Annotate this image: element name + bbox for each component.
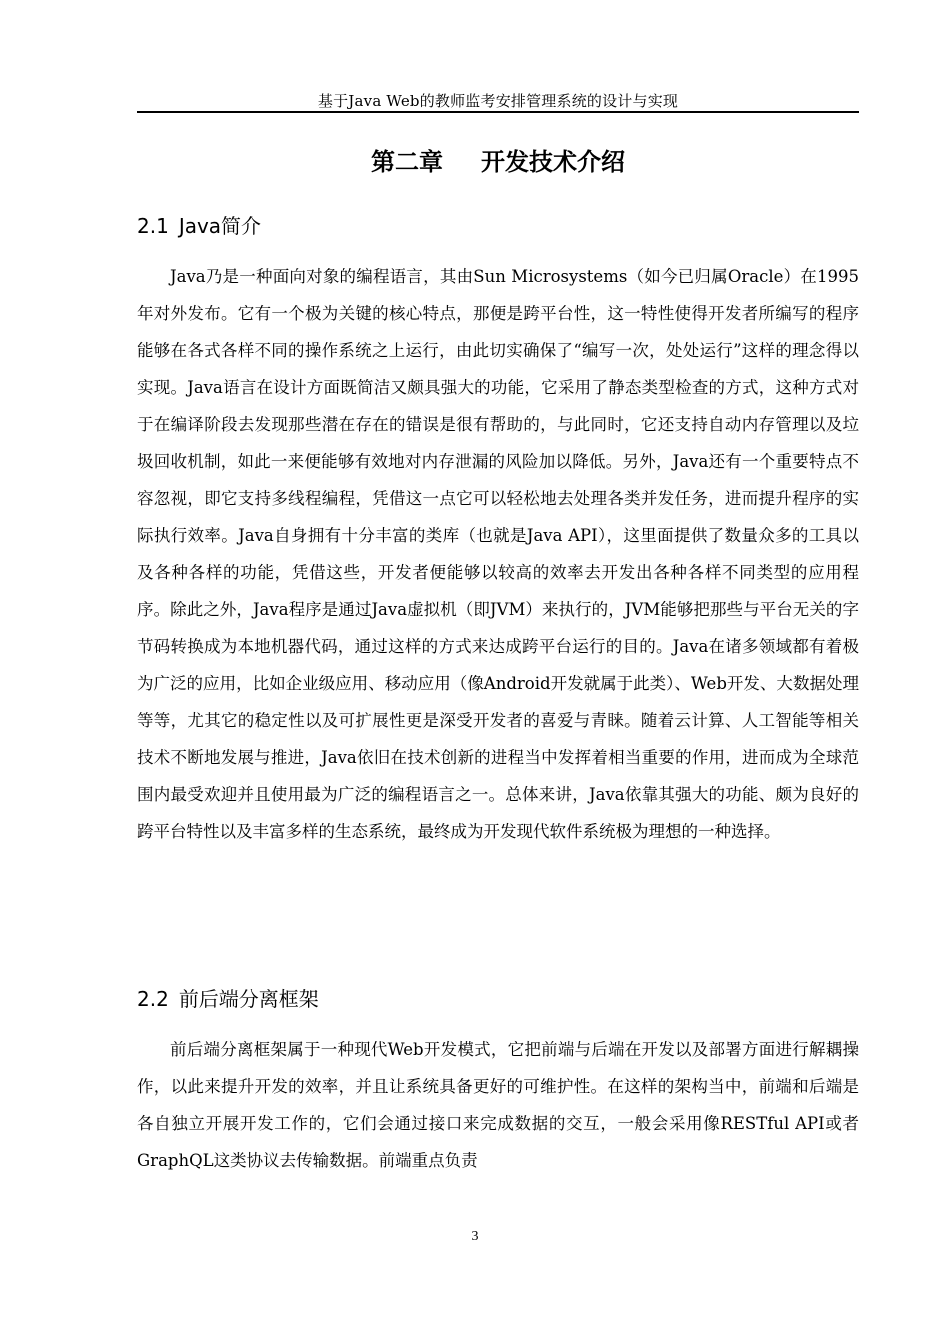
running-header: 基于Java Web的教师监考安排管理系统的设计与实现: [317, 92, 679, 110]
chapter-number: 第二章: [371, 148, 443, 176]
paragraph-frontend-backend: 前后端分离框架属于一种现代Web开发模式，它把前端与后端在开发以及部署方面进行解耦操作，以此来提升开发的效率，并且让系统具备更好的可维护性。在这样的架构当中，前端和后端是各自独立开展开发工作的，它们会通过接口来完成数据的交互，一般会采用像RESTful API或者GraphQL这类协议去传输数据。前端重点负责: [137, 1040, 859, 1170]
section-title: Java简介: [178, 214, 262, 238]
paragraph-java-intro: Java乃是一种面向对象的编程语言，其由Sun Microsystems（如今已归属Oracle）在1995年对外发布。它有一个极为关键的核心特点，那便是跨平台性，这一特性使得开发者所编写的程序能够在各式各样不同的操作系统之上运行，由此切实确保了“编写一次，处处运行”这样的理念得以实现。Java语言在设计方面既简洁又颇具强大的功能，它采用了静态类型检查的方式，这种方式对于在编译阶段去发现那些潜在存在的错误是很有帮助的，与此同时，它还支持自动内存管理以及垃圾回收机制，如此一来便能够有效地对内存泄漏的风险加以降低。另外，Java还有一个重要特点不容忽视，即它支持多线程编程，凭借这一点它可以轻松地去处理各类并发任务，进而提升程序的实际执行效率。Java自身拥有十分丰富的类库（也就是Java API），这里面提供了数量众多的工具以及各种各样的功能，凭借这些，开发者便能够以较高的效率去开发出各种各样不同类型的应用程序。除此之外，Java程序是通过Java虚拟机（即JVM）来执行的，JVM能够把那些与平台无关的字节码转换成为本地机器代码，通过这样的方式来达成跨平台运行的目的。Java在诸多领域都有着极为广泛的应用，比如企业级应用、移动应用（像Android开发就属于此类）、Web开发、大数据处理等等，尤其它的稳定性以及可扩展性更是深受开发者的喜爱与青睐。随着云计算、人工智能等相关技术不断地发展与推进，Java依旧在技术创新的进程当中发挥着相当重要的作用，进而成为全球范围内最受欢迎并且使用最为广泛的编程语言之一。总体来讲，Java依靠其强大的功能、颇为良好的跨平台特性以及丰富多样的生态系统，最终成为开发现代软件系统极为理想的一种选择。: [137, 267, 859, 841]
section-heading-2-1: [137, 212, 261, 240]
chapter-title: [137, 146, 859, 178]
section-heading-2-2: [137, 985, 319, 1013]
section-title: 前后端分离框架: [178, 987, 319, 1011]
chapter-name: 开发技术介绍: [481, 148, 625, 176]
section-number: 2.2: [137, 987, 169, 1011]
page-number: 3: [471, 1229, 479, 1244]
section-number: 2.1: [137, 214, 169, 238]
header-rule: [137, 111, 859, 113]
